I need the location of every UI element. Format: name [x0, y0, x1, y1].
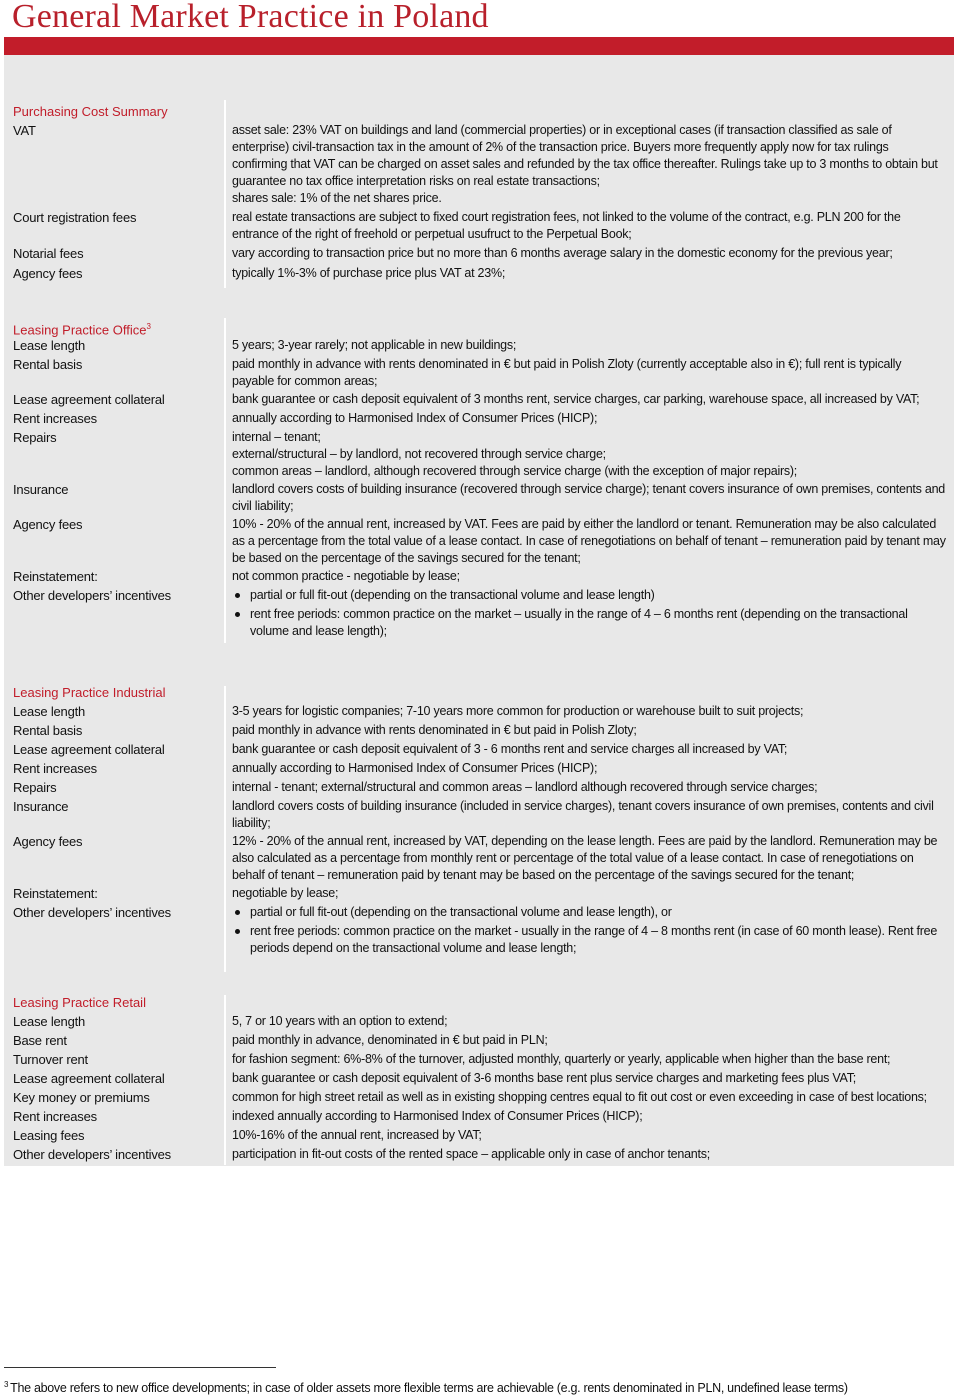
- section-title-text: Leasing Practice Office: [13, 322, 147, 338]
- footnote-text: The above refers to new office developments; in case of older assets more flexible terms are achievable (e.g. rents denominated in PLN, undefined lease terms): [10, 1381, 848, 1396]
- header-accent-bar: [4, 37, 954, 55]
- row-value: [232, 1107, 950, 1126]
- row-value-line: bank guarantee or cash deposit equivalent of 3 months rent, service charges, car parking, warehouse space, all increased by VAT;: [232, 392, 920, 406]
- page-title: General Market Practice in Poland: [12, 0, 489, 35]
- row-value: [232, 208, 950, 243]
- table-row: [13, 208, 950, 243]
- row-value-line: negotiable by lease;: [232, 886, 339, 900]
- leasing-retail-section: [13, 994, 950, 1164]
- list-item-line: rent free periods: common practice on the market – usually in the range of 4 – 6 months rent (depending on the transactional: [250, 607, 908, 621]
- row-value: [232, 567, 950, 586]
- table-row: [13, 515, 950, 567]
- section-title: Purchasing Cost Summary: [13, 104, 168, 119]
- row-label: Rent increases: [13, 1109, 97, 1124]
- row-value: [232, 1088, 950, 1107]
- table-row: [13, 409, 950, 428]
- row-value: [232, 1050, 950, 1069]
- row-value: [232, 797, 950, 832]
- table-row: [13, 778, 950, 797]
- row-value-line: common for high street retail as well as in existing shopping centres equal to fit out cost or even exceeding in case of best locations;: [232, 1090, 927, 1104]
- purchasing-cost-section: [13, 103, 950, 283]
- list-item: [232, 923, 950, 957]
- table-row: [13, 480, 950, 515]
- row-label: Key money or premiums: [13, 1090, 150, 1105]
- row-value: [232, 903, 950, 957]
- row-value: [232, 515, 950, 567]
- row-value: [232, 1012, 950, 1031]
- row-value-line: payable for common areas;: [232, 374, 378, 388]
- row-value: [232, 480, 950, 515]
- table-row: [13, 1031, 950, 1050]
- row-value-line: participation in fit-out costs of the rented space – applicable only in case of anchor tenants;: [232, 1147, 710, 1161]
- row-value-line: common areas – landlord, although recovered through service charge (with the exception of major repairs);: [232, 464, 798, 478]
- table-row: [13, 903, 950, 957]
- row-value-line: paid monthly in advance with rents denominated in € but paid in Polish Zloty (currently acceptable also in €); full rent is typically: [232, 357, 902, 371]
- row-value-line: bank guarantee or cash deposit equivalent of 3-6 months base rent plus service charges and marketing fees plus VAT;: [232, 1071, 856, 1085]
- row-label: Lease length: [13, 338, 86, 353]
- table-row: [13, 740, 950, 759]
- row-value: [232, 428, 950, 480]
- table-row: [13, 390, 950, 409]
- list-item-line: volume and lease length);: [250, 624, 387, 638]
- row-value: [232, 759, 950, 778]
- row-value: [232, 336, 950, 355]
- row-label: Rent increases: [13, 761, 97, 776]
- row-label: Lease length: [13, 704, 86, 719]
- row-label: Turnover rent: [13, 1052, 88, 1067]
- row-value: [232, 1126, 950, 1145]
- row-label: Court registration fees: [13, 210, 137, 225]
- row-label: Agency fees: [13, 834, 83, 849]
- row-label: Reinstatement:: [13, 886, 98, 901]
- row-value-line: paid monthly in advance with rents denominated in € but paid in Polish Zloty;: [232, 723, 637, 737]
- row-value-line: 10% - 20% of the annual rent, increased by VAT. Fees are paid by either the landlord or tenant. Remuneration may be also calculated: [232, 517, 937, 531]
- row-value-line: vary according to transaction price but no more than 6 months average salary in the domestic economy for the previous year;: [232, 246, 893, 260]
- footnote-divider: [4, 1367, 276, 1368]
- table-row: [13, 264, 950, 283]
- table-row: [13, 121, 950, 207]
- row-label: Repairs: [13, 780, 57, 795]
- row-value-line: not common practice - negotiable by lease;: [232, 569, 460, 583]
- row-value-line: typically 1%-3% of purchase price plus VAT at 23%;: [232, 266, 506, 280]
- table-row: [13, 884, 950, 903]
- row-value-line: annually according to Harmonised Index of Consumer Prices (HICP);: [232, 761, 598, 775]
- row-value: [232, 832, 950, 884]
- row-value-line: landlord covers costs of building insurance (included in service charges), tenant covers insurance of own premises, contents and civil: [232, 799, 934, 813]
- row-value-line: asset sale: 23% VAT on buildings and land (commercial properties) or in exceptional cases (if transaction classified as sale of: [232, 123, 892, 137]
- row-value: [232, 1069, 950, 1088]
- row-label: VAT: [13, 123, 36, 138]
- row-value-line: confirming that VAT can be charged on asset sales and refunded by the tax office thereafter. Rulings take up to 3 months to obtain but: [232, 157, 938, 171]
- row-value: [232, 884, 950, 903]
- row-value: [232, 355, 950, 390]
- row-value-line: bank guarantee or cash deposit equivalent of 3 - 6 months rent and service charges all increased by VAT;: [232, 742, 788, 756]
- row-value-line: annually according to Harmonised Index of Consumer Prices (HICP);: [232, 411, 598, 425]
- row-value-line: real estate transactions are subject to fixed court registration fees, not linked to the volume of the contract, e.g. PLN 200 for the: [232, 210, 901, 224]
- row-value-line: entrance of the right of freehold or perpetual usufruct to the Perpetual Book;: [232, 227, 632, 241]
- table-row: [13, 1012, 950, 1031]
- row-value: [232, 702, 950, 721]
- table-row: [13, 1069, 950, 1088]
- row-label: Rent increases: [13, 411, 97, 426]
- row-value: [232, 390, 950, 409]
- table-row: [13, 1126, 950, 1145]
- row-value-line: internal – tenant;: [232, 430, 321, 444]
- row-value-line: as a percentage from the total value of a lease contact. In case of renegotiations on behalf of tenant – remuneration paid by tenant may: [232, 534, 946, 548]
- table-row: [13, 1145, 950, 1164]
- row-value: [232, 586, 950, 640]
- row-value: [232, 721, 950, 740]
- row-label: Agency fees: [13, 517, 83, 532]
- row-value: [232, 409, 950, 428]
- row-label: Insurance: [13, 482, 69, 497]
- row-value-line: 5 years; 3-year rarely; not applicable in new buildings;: [232, 338, 517, 352]
- leasing-office-section: [13, 318, 950, 642]
- row-value: [232, 244, 950, 263]
- row-value: [232, 1031, 950, 1050]
- row-label: Rental basis: [13, 357, 83, 372]
- footnote: [4, 1380, 848, 1395]
- leasing-industrial-section: [13, 684, 950, 959]
- table-row: [13, 1050, 950, 1069]
- row-value-line: behalf of tenant – remuneration paid by tenant may be based on the percentage of the savings secured for the tenant;: [232, 868, 855, 882]
- row-value-line: shares sale: 1% of the net shares price.: [232, 191, 442, 205]
- row-value: [232, 778, 950, 797]
- table-row: [13, 721, 950, 740]
- incentives-list: [232, 587, 950, 640]
- row-label: Lease length: [13, 1014, 86, 1029]
- row-label: Leasing fees: [13, 1128, 85, 1143]
- row-value: [232, 740, 950, 759]
- row-value-line: for fashion segment: 6%-8% of the turnover, adjusted monthly, quarterly or yearly, applicable when higher than the base rent;: [232, 1052, 891, 1066]
- incentives-list: [232, 904, 950, 957]
- row-value: [232, 121, 950, 207]
- row-label: Agency fees: [13, 266, 83, 281]
- row-label: Lease agreement collateral: [13, 742, 165, 757]
- row-value: [232, 1145, 950, 1164]
- row-value-line: 5, 7 or 10 years with an option to extend;: [232, 1014, 448, 1028]
- table-row: [13, 428, 950, 480]
- table-row: [13, 832, 950, 884]
- list-item: [232, 587, 950, 604]
- list-item-line: rent free periods: common practice on the market - usually in the range of 4 – 8 months rent (in case of 60 month lease). Rent free: [250, 924, 938, 938]
- table-row: [13, 797, 950, 832]
- row-label: Repairs: [13, 430, 57, 445]
- row-value-line: be based on the percentage of the savings secured for the tenant;: [232, 551, 581, 565]
- row-value-line: 3-5 years for logistic companies; 7-10 years more common for production or warehouse built to suit projects;: [232, 704, 804, 718]
- list-item-line: partial or full fit-out (depending on the transactional volume and lease length): [250, 588, 655, 602]
- row-value-line: liability;: [232, 816, 271, 830]
- row-label: Insurance: [13, 799, 69, 814]
- row-label: Lease agreement collateral: [13, 392, 165, 407]
- row-value: [232, 264, 950, 283]
- table-row: [13, 759, 950, 778]
- table-row: [13, 1088, 950, 1107]
- row-value-line: also calculated as a percentage from monthly rent or percentage of the total value of a lease contact. In case of renegotiations on: [232, 851, 914, 865]
- list-item: [232, 606, 950, 640]
- row-label: Base rent: [13, 1033, 67, 1048]
- row-label: Rental basis: [13, 723, 83, 738]
- row-label: Other developers’ incentives: [13, 588, 171, 603]
- row-value-line: landlord covers costs of building insurance (recovered through service charge); tenant covers insurance of own premises, contents and: [232, 482, 945, 496]
- row-value-line: 10%-16% of the annual rent, increased by VAT;: [232, 1128, 482, 1142]
- section-title-row: [13, 318, 950, 336]
- table-row: [13, 586, 950, 640]
- row-value-line: 12% - 20% of the annual rent, increased by VAT, depending on the lease length. Fees are paid by the landlord. Remuneration may be: [232, 834, 938, 848]
- list-item-line: partial or full fit-out (depending on the transactional volume and lease length), or: [250, 905, 672, 919]
- section-title: Leasing Practice Industrial: [13, 685, 166, 700]
- row-value-line: paid monthly in advance, denominated in € but paid in PLN;: [232, 1033, 548, 1047]
- row-label: Other developers’ incentives: [13, 1147, 171, 1162]
- table-row: [13, 702, 950, 721]
- list-item: [232, 904, 950, 921]
- table-row: [13, 567, 950, 586]
- row-value-line: external/structural – by landlord, not recovered through service charge;: [232, 447, 606, 461]
- footnote-ref: 3: [146, 322, 151, 331]
- row-label: Lease agreement collateral: [13, 1071, 165, 1086]
- row-label: Reinstatement:: [13, 569, 98, 584]
- row-label: Notarial fees: [13, 246, 84, 261]
- row-value-line: civil liability;: [232, 499, 294, 513]
- table-row: [13, 244, 950, 263]
- row-label: Other developers’ incentives: [13, 905, 171, 920]
- section-title: Leasing Practice Retail: [13, 995, 146, 1010]
- footnote-ref: 3: [4, 1380, 9, 1389]
- row-value-line: internal - tenant; external/structural and common areas – landlord although recovered through service charges;: [232, 780, 818, 794]
- list-item-line: periods depend on the transactional volume and lease length;: [250, 941, 577, 955]
- table-row: [13, 355, 950, 390]
- row-value-line: enterprise) civil-transaction tax in the amount of 2% of the transaction price. Buyers more frequently apply now for tax rulings: [232, 140, 889, 154]
- table-row: [13, 1107, 950, 1126]
- table-row: [13, 336, 950, 355]
- row-value-line: indexed annually according to Harmonised Index of Consumer Prices (HICP);: [232, 1109, 643, 1123]
- row-value-line: guarantee no tax office interpretation risks on real estate transactions;: [232, 174, 600, 188]
